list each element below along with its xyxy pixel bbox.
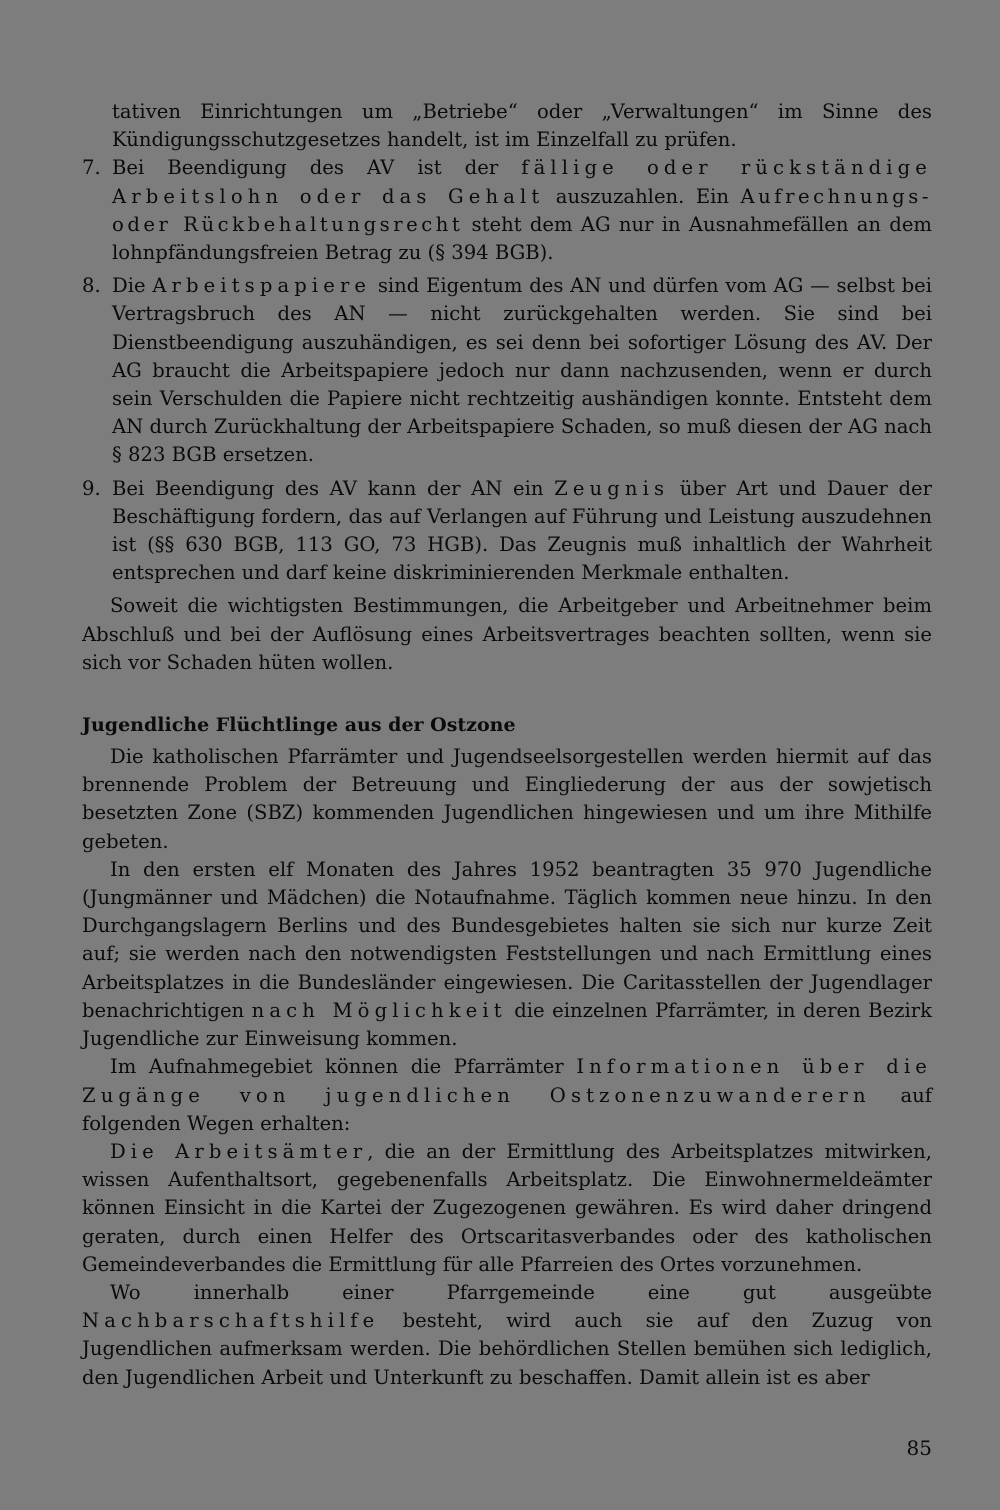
- paragraph-3: [82, 1053, 932, 1138]
- spaced-emphasis: Zeugnis: [554, 476, 670, 500]
- continuation-paragraph: tativen Einrichtungen um „Betriebe“ oder „Verwaltungen“ im Sinne des Kündigungsschutzgesetzes handelt, ist im Einzelfall zu prüfen.: [112, 100, 932, 152]
- summary-paragraph: Soweit die wichtigsten Bestimmungen, die Arbeitgeber und Arbeitnehmer beim Abschluß und bei der Auflösung eines Arbeitsvertrages beachten sollten, wenn sie sich vor Schaden hüten wollen.: [82, 594, 932, 674]
- text-run: Bei Beendigung des AV kann der AN ein: [112, 476, 555, 500]
- paragraph-4: [82, 1138, 932, 1279]
- paragraph-1: Die katholischen Pfarrämter und Jugendseelsorgestellen werden hiermit auf das brennende Problem der Betreuung und Eingliederung der aus der sowjetisch besetzten Zone (SBZ) kommenden Jugendlichen hingewiesen und um ihre Mithilfe gebeten.: [82, 745, 932, 853]
- spaced-emphasis: Aufrechnungs-oder Rückbehaltungsrecht: [112, 184, 932, 236]
- list-item-8: [82, 272, 932, 469]
- section-heading: Jugendliche Flüchtlinge aus der Ostzone: [82, 714, 516, 737]
- text-run: In den ersten elf Monaten des Jahres 1952 beantragten 35 970 Jugendliche (Jungmänner und Mädchen) die Notaufnahme. Täglich kommen neue hinzu. In den Durchgangslagern Berlins und des Bundesgebietes halten sie sich nur kurze Zeit auf; sie werden nach den notwendigsten Feststellungen und nach Ermittlung eines Arbeitsplatzes in die Bundesländer eingewiesen. Die Caritasstellen der Jugendlager benachrichtigen: [82, 857, 932, 1022]
- text-run: , die an der Ermittlung des Arbeitsplatzes mitwirken, wissen Aufenthaltsort, gegebenenfalls Arbeitsplatz. Die Einwohnermeldeämter können Einsicht in die Kartei der Zugezogenen gewähren. Es wird daher dringend geraten, durch einen Helfer des Ortscaritasverbandes oder des katholischen Gemeindeverbandes die Ermittlung für alle Pfarreien des Ortes vorzunehmen.: [82, 1139, 932, 1276]
- list-item-number: 8.: [82, 274, 101, 298]
- list-item-9: [82, 475, 932, 588]
- spaced-emphasis: nach Möglichkeit: [251, 998, 507, 1022]
- text-run: Wo innerhalb einer Pfarrgemeinde eine gut ausgeübte: [110, 1280, 932, 1304]
- text-run: steht dem AG nur in Ausnahmefällen an dem lohnpfändungsfreien Betrag zu (§ 394 BGB).: [112, 212, 932, 265]
- text-run: Bei Beendigung des AV ist der: [112, 156, 522, 180]
- text-run: besteht, wird auch sie auf den Zuzug von Jugendlichen aufmerksam werden. Die behördlichen Stellen bemühen sich lediglich, den Jugendlichen Arbeit und Unterkunft zu beschaffen. Damit allein ist es aber: [82, 1309, 932, 1389]
- spaced-emphasis: fällige oder rückständige Arbeitslohn oder das Gehalt: [112, 156, 932, 208]
- list-item-text: [112, 154, 932, 267]
- text-run: Im Aufnahmegebiet können die Pfarrämter: [110, 1055, 577, 1079]
- text-run: auszuzahlen. Ein: [544, 184, 741, 208]
- list-item-number: 9.: [82, 476, 101, 500]
- spaced-emphasis: Informationen über die Zugänge von jugendlichen Ostzonenzuwanderern: [82, 1055, 932, 1107]
- spaced-emphasis: Arbeitspapiere: [152, 274, 372, 298]
- spaced-emphasis: Nachbarschaftshilfe: [82, 1309, 380, 1333]
- text-run: sind Eigentum des AN und dürfen vom AG — selbst bei Vertragsbruch des AN — nicht zurückgehalten werden. Sie sind bei Dienstbeendigung auszuhändigen, es sei denn bei sofortiger Lösung des AV. Der AG braucht die Arbeitspapiere jedoch nur dann nachzusenden, wenn er durch sein Verschulden die Papiere nicht rechtzeitig aushändigen konnte. Entsteht dem AN durch Zurückhaltung der Arbeitspapiere Schaden, so muß diesen der AG nach § 823 BGB ersetzen.: [112, 274, 932, 467]
- paragraph-5: [82, 1279, 932, 1392]
- list-item-7: [82, 154, 932, 267]
- list-item-text: [112, 272, 932, 469]
- spaced-emphasis: Die Arbeitsämter: [110, 1139, 368, 1163]
- page-number: 85: [906, 1436, 932, 1460]
- paragraph-2: [82, 856, 932, 1053]
- text-run: auf folgenden Wegen erhalten:: [82, 1083, 932, 1135]
- text-run: die einzelnen Pfarrämter, in deren Bezirk Jugendliche zur Einweisung kommen.: [82, 998, 933, 1051]
- list-item-text: [112, 475, 932, 588]
- list-item-number: 7.: [82, 156, 101, 180]
- text-run: Die: [112, 274, 153, 298]
- text-run: über Art und Dauer der Beschäftigung fordern, das auf Verlangen auf Führung und Leistung auszudehnen ist (§§ 630 BGB, 113 GO, 73 HGB). Das Zeugnis muß inhaltlich der Wahrheit entsprechen und darf keine diskriminierenden Merkmale enthalten.: [112, 476, 932, 585]
